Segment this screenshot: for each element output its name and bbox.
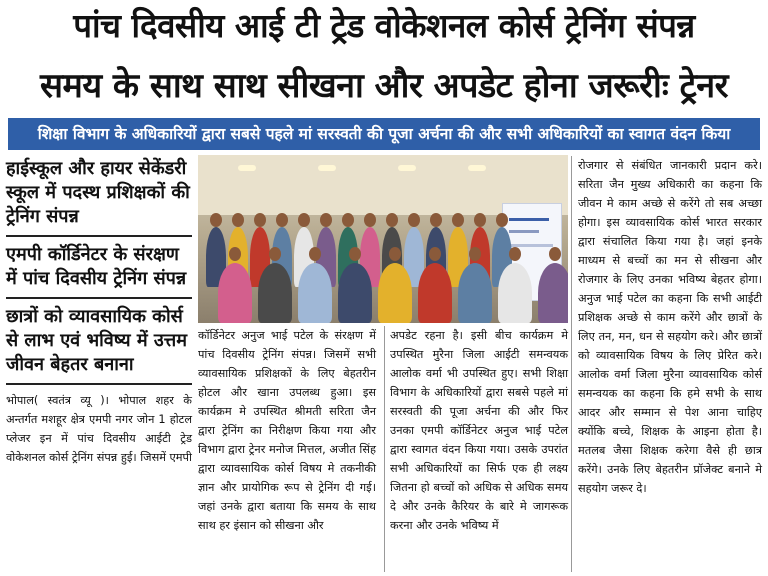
person-head — [474, 213, 486, 227]
article-column-2: अपडेट रहना है। इसी बीच कार्यक्रम मे उपस्थित मुरैना जिला आईटी समन्वयक आलोक वर्मा भी उपस्थित हुए। सभी शिक्षा विभाग के अधिकारियों द्वारा सबसे पहले मां सरस्वती की पूजा अर्चना की और फिर उनका एमपी कॉर्डिनेटर अनुज भाई पटेल द्वारा स्वागत वंदन किया गया। उसके उपरांत सभी अधिकारियों का सिर्फ एक ही लक्ष्य जितना हो बच्चों को अधिक से अधिक समय दे और उनके कैरियर के बारे मे जागरूक करना और उनके भविष्य में — [390, 329, 568, 532]
divider — [6, 235, 192, 237]
ceiling-light — [398, 165, 416, 171]
side-heading-3: छात्रों को व्यावसायिक कोर्स से लाभ एवं भविष्य में उत्तम जीवन बेहतर बनाना — [6, 306, 187, 375]
divider — [6, 297, 192, 299]
divider — [6, 383, 192, 385]
ceiling-light — [468, 165, 486, 171]
person-head — [232, 213, 244, 227]
person-head — [389, 247, 401, 261]
left-body-text: भोपाल( स्वतंत्र व्यू )। भोपाल शहर के अन्तर्गत मशहूर क्षेत्र एमपी नगर जोन 1 होटल प्लेजर इन में पांच दिवसीय आईटी ट्रेड वोकेशनल कोर्स ट्रेनिंग संपन्न हुई। जिसमें एमपी — [6, 394, 192, 464]
person-head — [386, 213, 398, 227]
headline-primary: पांच दिवसीय आई टी ट्रेड वोकेशनल कोर्स ट्रेनिंग संपन्न — [73, 6, 695, 45]
person-head — [254, 213, 266, 227]
person — [498, 263, 532, 323]
banner-line — [509, 230, 539, 233]
group-photo — [198, 155, 568, 323]
ceiling-light — [238, 165, 256, 171]
person-head — [408, 213, 420, 227]
left-column — [6, 157, 192, 467]
person-head — [452, 213, 464, 227]
person-head — [349, 247, 361, 261]
side-heading-2: एमपी कॉर्डिनेटर के संरक्षण में पांच दिवसीय ट्रेनिंग संपन्न — [6, 244, 187, 289]
person-head — [309, 247, 321, 261]
person — [378, 263, 412, 323]
article-column-3: रोजगार से संबंधित जानकारी प्रदान करे। सरिता जैन मुख्य अधिकारी का कहना कि जीवन मे काम अच्छे से करेंगे तो सब अच्छा होगा। इस व्यावसायिक कोर्स भारत सरकार द्वारा संचालित किया गया है। जहां इनके माध्यम से बच्चों का मन से सीखना और रोजगार के लिए उनका भविष्य बेहतर होगा।अनुज भाई पटेल का कहना कि सभी आईटी प्रशिक्षक अच्छे से काम करेंगे और छात्रों के लिए तन, मन, धन से सहयोग करे। और छात्रों को व्यावसायिक विषय के लिए प्रेरित करे।आलोक वर्मा जिला मुरैना व्यावसायिक कोर्स समन्वयक का कहना कि हमे सभी के साथ आदर और सम्मान से पेश आना चाहिए क्योंकि बच्चे, शिक्षक के आइना होता है। मतलब जैसा शिक्षक करेगा वैसे ही छात्र करेंगे। उनके लिए बेहतरीन प्रॉजेक्ट बनाने मे सहयोग जरूर दे। — [578, 159, 762, 495]
person-head — [549, 247, 561, 261]
subhead-band: शिक्षा विभाग के अधिकारियों द्वारा सबसे पहले मां सरस्वती की पूजा अर्चना की और सभी अधिकारियों का स्वागत वंदन किया — [8, 118, 760, 150]
person-head — [229, 247, 241, 261]
person-head — [320, 213, 332, 227]
person-head — [210, 213, 222, 227]
person-head — [364, 213, 376, 227]
person — [298, 263, 332, 323]
person-head — [509, 247, 521, 261]
column-rule — [571, 156, 572, 572]
person — [218, 263, 252, 323]
article-column-1: कॉर्डिनेटर अनुज भाई पटेल के संरक्षण में पांच दिवसीय ट्रेनिंग संपन्न। जिसमें सभी व्यावसायिक प्रशिक्षकों के लिए बेहतरीन होटल और खाना उपलब्ध हुआ। इस कार्यक्रम मे उपस्थित श्रीमती सरिता जैन द्वारा ट्रेनिंग का निरीक्षण किया गया और विभाग द्वारा ट्रेनर मनोज मित्तल, अजीत सिंह द्वारा व्यावसायिक कोर्स विषय मे तकनीकी ज्ञान और प्रायोगिक रूप से ट्रेनिंग दी गई। जहां उनके द्वारा बताया कि समय के साथ साथ हर इंसान को सीखना और — [198, 329, 376, 532]
person-head — [276, 213, 288, 227]
person — [458, 263, 492, 323]
person-head — [269, 247, 281, 261]
person-head — [496, 213, 508, 227]
person — [338, 263, 372, 323]
banner-line — [509, 218, 549, 221]
person-head — [429, 247, 441, 261]
column-rule — [384, 326, 385, 572]
person-head — [469, 247, 481, 261]
side-heading-1: हाईस्कूल और हायर सेकेंडरी स्कूल में पदस्थ प्रशिक्षकों की ट्रेनिंग संपन्न — [6, 158, 190, 227]
person-head — [430, 213, 442, 227]
person — [418, 263, 452, 323]
person — [538, 263, 568, 323]
person-head — [298, 213, 310, 227]
person-head — [342, 213, 354, 227]
ceiling-light — [318, 165, 336, 171]
person — [258, 263, 292, 323]
headline-secondary: समय के साथ साथ सीखना और अपडेट होना जरूरीः ट्रेनर — [40, 66, 728, 106]
